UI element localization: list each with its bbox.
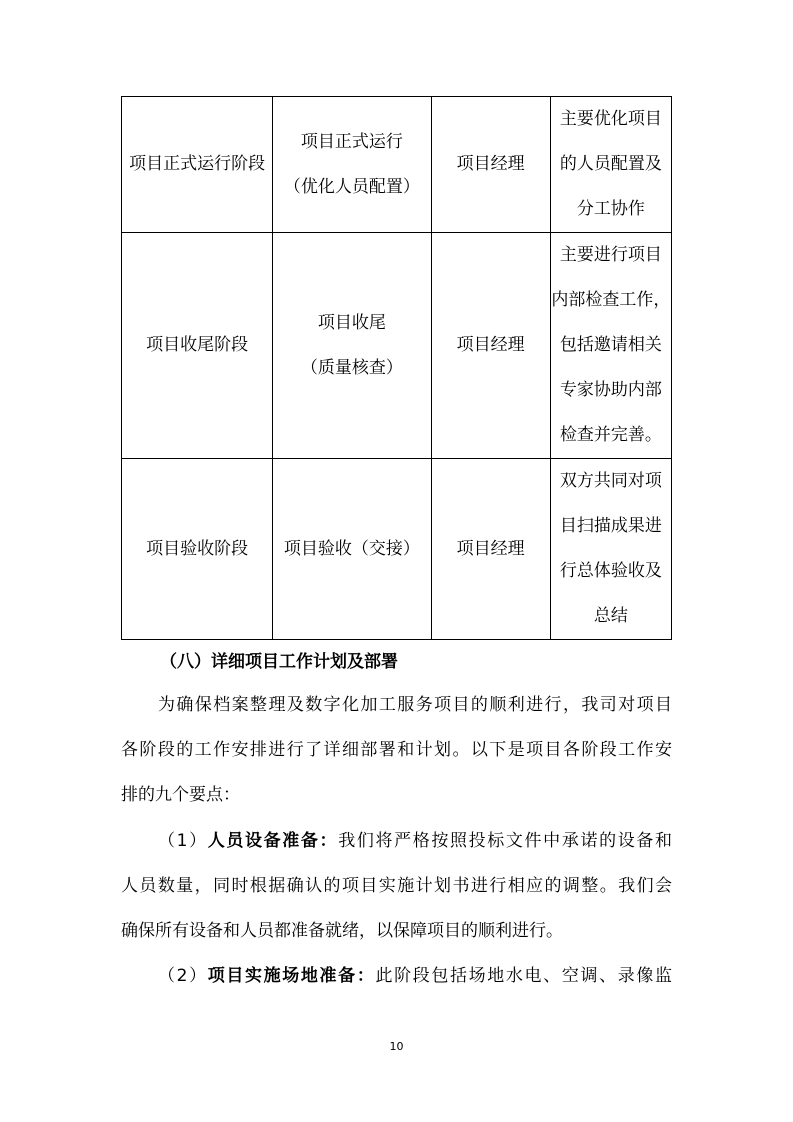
point-title: 人员设备准备： [207,831,339,851]
intro-paragraph: 为确保档案整理及数字化加工服务项目的顺利进行，我司对项目 各阶段的工作安排进行了详细部署和计划。以下是项目各阶段工作安 排的九个要点： [121,695,672,805]
owner-cell: 项目经理 [431,233,550,459]
task-cell: 项目验收（交接） [273,459,431,640]
table-row [122,459,672,640]
point-number: （2） [158,966,208,986]
owner-cell: 项目经理 [431,97,550,233]
owner-cell: 项目经理 [431,459,550,640]
stage-cell: 项目正式运行阶段 [122,97,273,233]
note-cell: 主要优化项目 的人员配置及 分工协作 [550,97,671,233]
work-plan-table [121,96,672,640]
stage-cell: 项目验收阶段 [122,459,273,640]
point-2-paragraph: （2）项目实施场地准备：此阶段包括场地水电、空调、录像监 [158,966,673,986]
note-cell: 双方共同对项 目扫描成果进 行总体验收及 总结 [550,459,671,640]
point-title: 项目实施场地准备： [207,966,376,986]
section-heading: （八）详细项目工作计划及部署 [160,652,398,672]
point-1-paragraph: （1）人员设备准备：我们将严格按照投标文件中承诺的设备和 人员数量，同时根据确认的项目实施计划书进行相应的调整。我们会 确保所有设备和人员都准备就绪，以保障项目的顺利进行。 [121,831,672,941]
point-number: （1） [158,831,208,851]
page-number: 10 [389,1040,404,1053]
table-row [122,233,672,459]
note-cell: 主要进行项目 内部检查工作， 包括邀请相关 专家协助内部 检查并完善。 [550,233,671,459]
task-cell: 项目收尾 （质量核查） [273,233,431,459]
table-row [122,97,672,233]
stage-cell: 项目收尾阶段 [122,233,273,459]
task-cell: 项目正式运行 （优化人员配置） [273,97,431,233]
